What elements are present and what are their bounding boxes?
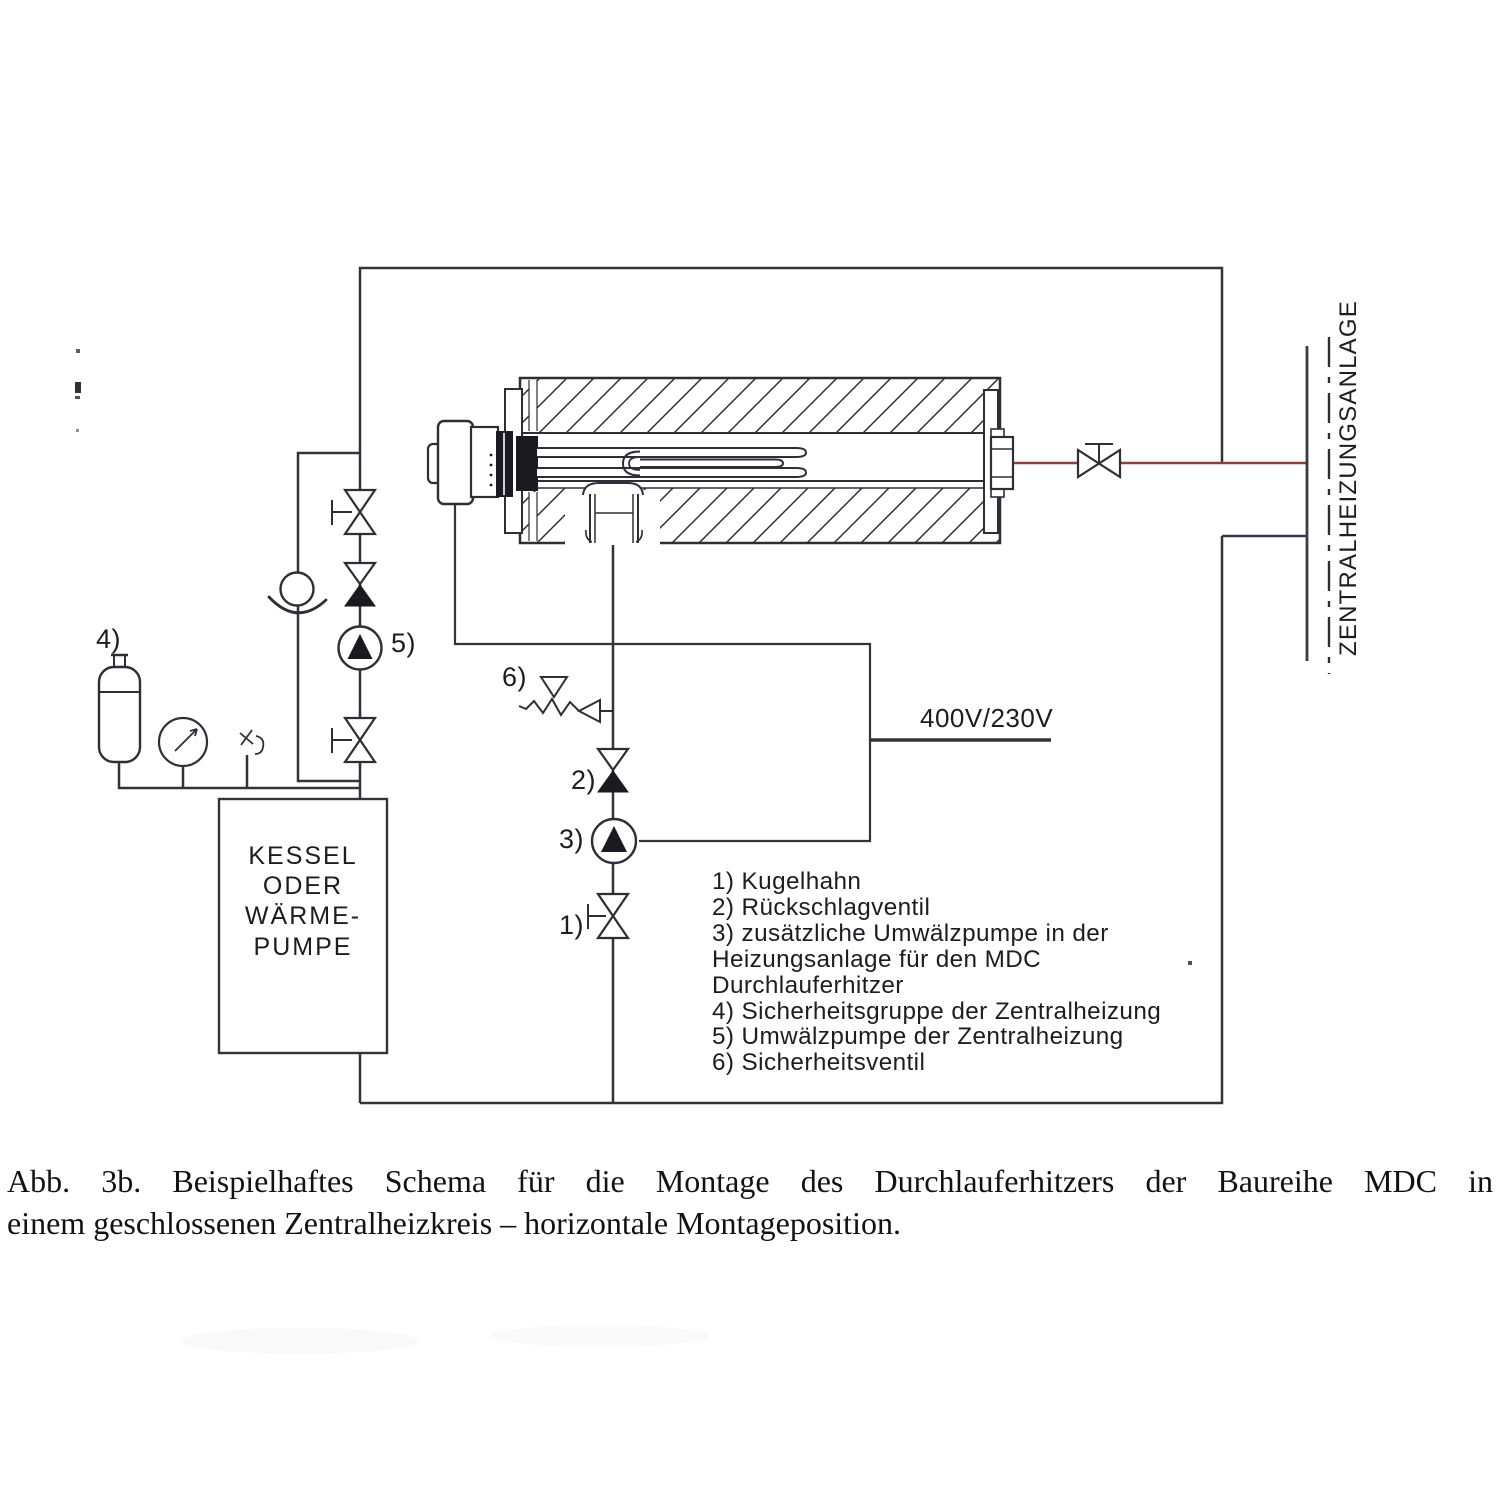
legend-line: 1) Kugelhahn [712, 868, 862, 895]
element-flange [516, 436, 538, 491]
heater-bottom-port [565, 490, 660, 545]
pump-3-icon [592, 819, 636, 863]
central-heating-label: ZENTRALHEIZUNGSANLAGE [1335, 300, 1362, 656]
legend [712, 869, 1212, 1076]
legend-line: Durchlauferhitzer [712, 971, 904, 999]
boiler-label [219, 841, 387, 962]
label-1: 1) [559, 910, 585, 940]
label-4: 4) [96, 624, 122, 654]
label-5: 5) [391, 628, 417, 658]
drain-valve-sketch-icon [240, 730, 263, 754]
check-valve-left-icon [345, 563, 375, 606]
pressure-gauge-icon [159, 718, 207, 766]
figure-caption-line-1: Abb. 3b. Beispielhaftes Schema für die Montage des Durchlauferhitzers der Baureihe MDC in [7, 1163, 1493, 1199]
boiler-label-line: WÄRME- [244, 902, 362, 931]
power-voltage-label: 400V/230V [920, 703, 1054, 733]
boiler-label-line: KESSEL [248, 842, 358, 870]
central-heating-wall [1307, 337, 1329, 674]
scan-smudges [180, 1325, 710, 1354]
label-6: 6) [502, 662, 528, 692]
legend-line: 6) Sicherheitsventil [712, 1049, 926, 1077]
legend-line: Heizungsanlage für den MDC [712, 945, 1042, 973]
expansion-vessel-icon [99, 655, 140, 762]
legend-line: 5) Umwälzpumpe der Zentralheizung [712, 1023, 1124, 1051]
supply-shutoff-valve-icon [1078, 444, 1120, 477]
label-2: 2) [571, 765, 597, 795]
flow-heater [428, 378, 1013, 545]
shutoff-valve-bottom-icon [332, 718, 375, 762]
safety-group-manifold [119, 762, 360, 788]
safety-valve-icon [519, 677, 613, 722]
legend-line: 3) zusätzliche Umwälzpumpe in der [712, 919, 1109, 947]
label-3: 3) [559, 824, 585, 854]
pump-5-icon [339, 627, 382, 670]
shutoff-valve-top-icon [332, 490, 375, 534]
legend-line: 4) Sicherheitsgruppe der Zentralheizung [712, 997, 1162, 1025]
check-valve-2-icon [598, 749, 628, 792]
boiler-label-line: PUMPE [253, 932, 353, 961]
boiler-label-line: ODER [262, 872, 344, 901]
electrical-wiring [455, 503, 1054, 841]
figure-caption-line-2: einem geschlossenen Zentralheizkreis – horizontale Montageposition. [7, 1205, 901, 1241]
bypass-branch-pipe [298, 453, 360, 781]
legend-line: 2) Rückschlagventil [712, 893, 931, 921]
ball-valve-1-icon [588, 894, 628, 938]
heater-outlet-fitting [991, 437, 1013, 489]
